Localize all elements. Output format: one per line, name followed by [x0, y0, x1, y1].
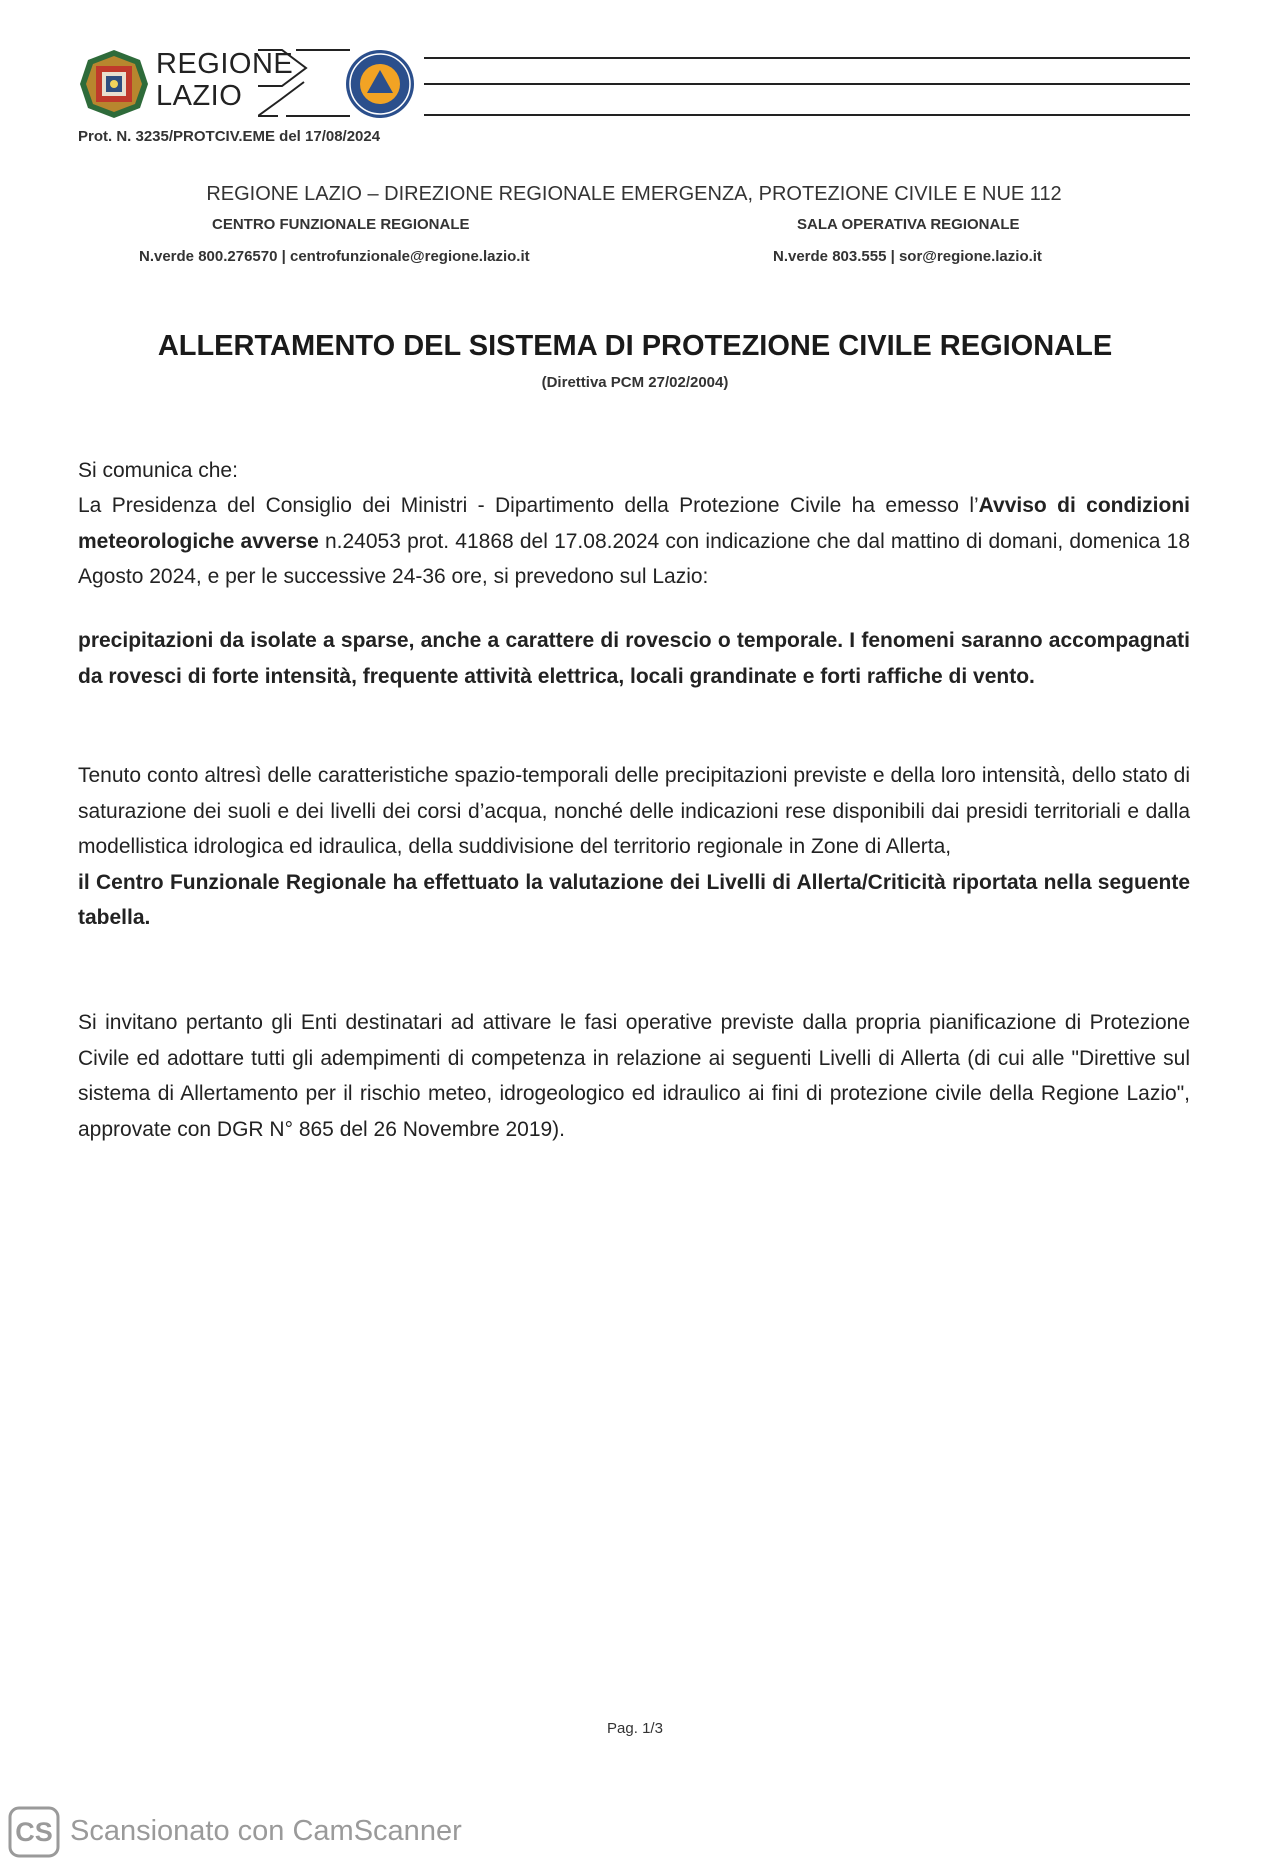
regione-lazio-logo-icon: [78, 48, 150, 120]
paragraph-valutazione-text: Tenuto conto altresì delle caratteristiche spazio-temporali delle precipitazioni previste e della loro intensità, dello stato di saturazione dei suoli e dei livelli dei corsi d’acqua, nonché delle indicazioni rese disponibili dai presidi territoriali e dalla modellistica idrologica ed idraulica, della suddivisione del territorio regionale in Zone di Allerta,: [78, 764, 1190, 858]
logo-line-regione: REGIONE: [156, 48, 294, 80]
paragraph-avviso-bold: Avviso di condizioni meteorologiche avverse: [78, 494, 1190, 553]
sala-operativa-contact: N.verde 803.555 | sor@regione.lazio.it: [773, 248, 1042, 265]
camscanner-watermark-text: Scansionato con CamScanner: [70, 1815, 462, 1847]
protezione-civile-emblem-icon: [344, 48, 416, 120]
camscanner-logo-text: CS: [15, 1817, 53, 1847]
paragraph-invito: Si invitano pertanto gli Enti destinatari ad attivare le fasi operative previste dalla propria pianificazione di Protezione Civile ed adottare tutti gli adempimenti di competenza in relazione ai seguenti Livelli di Allerta (di cui alle "Direttive sul sistema di Allertamento per il rischio meteo, idrogeologico ed idraulico ai fini di protezione civile della Regione Lazio", approvate con DGR N° 865 del 26 Novembre 2019).: [78, 1011, 1190, 1141]
camscanner-logo-icon: [8, 1806, 60, 1858]
document-title: ALLERTAMENTO DEL SISTEMA DI PROTEZIONE CIVILE REGIONALE: [157, 330, 1113, 362]
organization-title-text: REGIONE LAZIO – DIREZIONE REGIONALE EMERGENZA, PROTEZIONE CIVILE E NUE 112: [206, 183, 1062, 205]
page-number: Pag. 1/3: [607, 1720, 663, 1737]
paragraph-precipitazioni: precipitazioni da isolate a sparse, anche a carattere di rovescio o temporale. I fenomeni saranno accompagnati da rovesci di forte intensità, frequente attività elettrica, locali grandinate e forti raffiche di vento.: [78, 629, 1190, 688]
organization-title: [0, 183, 1270, 206]
paragraph-avviso-part2: n.24053 prot. 41868 del 17.08.2024 con indicazione che dal mattino di domani, domenica 18 Agosto 2024, e per le successive 24-36 ore, si prevedono sul Lazio:: [78, 529, 1190, 588]
sala-operativa-heading: SALA OPERATIVA REGIONALE: [797, 216, 1020, 233]
logo-chevron-lines: [258, 48, 350, 118]
document-subtitle: (Direttiva PCM 27/02/2004): [541, 374, 729, 391]
paragraph-valutazione: [78, 758, 1190, 936]
header-rule-bottom: [424, 114, 1190, 116]
logo-line-lazio: LAZIO: [156, 80, 243, 112]
paragraph-avviso-part1: La Presidenza del Consiglio dei Ministri - Dipartimento della Protezione Civile ha emesso l’: [78, 494, 979, 517]
paragraph-valutazione-bold: il Centro Funzionale Regionale ha effettuato la valutazione dei Livelli di Allerta/Criticità riportata nella seguente tabella.: [78, 870, 1190, 929]
header-rule-middle: [424, 83, 1190, 85]
protocol-number: Prot. N. 3235/PROTCIV.EME del 17/08/2024: [78, 128, 381, 145]
intro-line: Si comunica che:: [78, 459, 238, 482]
centro-funzionale-contact: N.verde 800.276570 | centrofunzionale@regione.lazio.it: [139, 248, 530, 265]
paragraph-avviso: [78, 488, 1190, 595]
centro-funzionale-heading: CENTRO FUNZIONALE REGIONALE: [212, 216, 470, 233]
header-rule-top: [424, 57, 1190, 59]
